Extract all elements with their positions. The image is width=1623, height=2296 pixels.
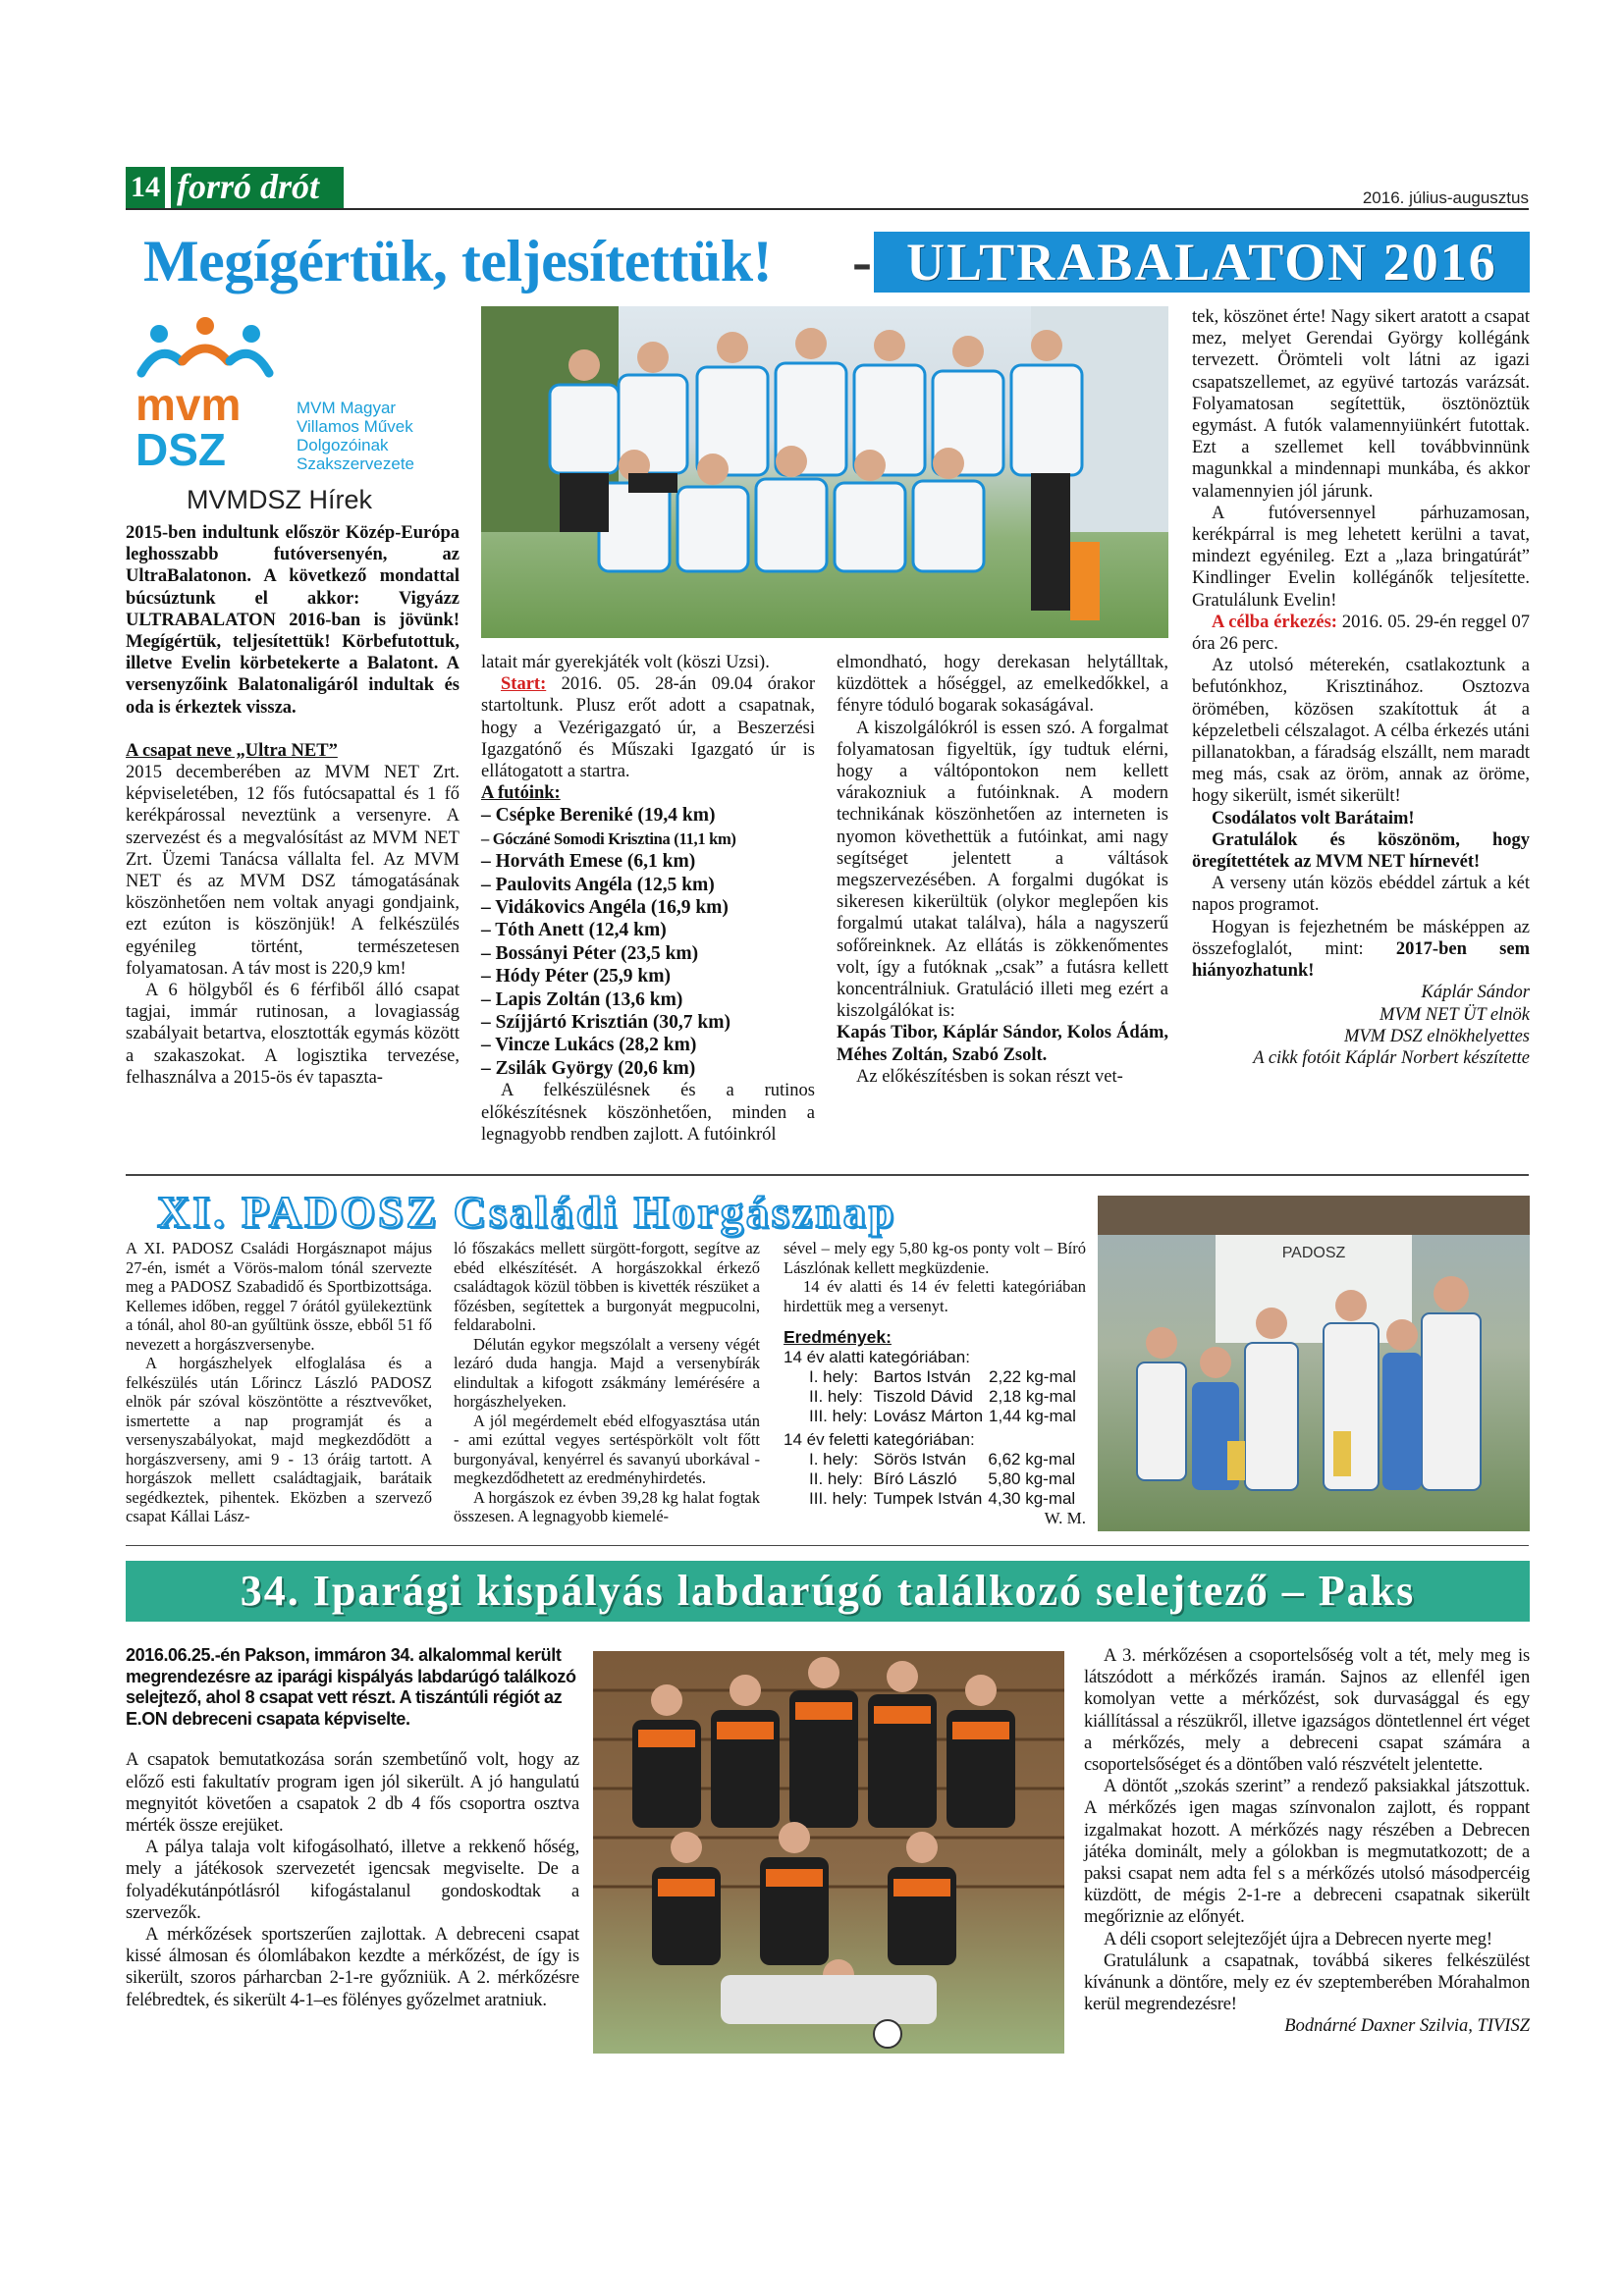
padosz-col2 xyxy=(454,1239,760,1526)
football-r3: A déli csoport selejtezőjét újra a Debrecen nyerte meg! xyxy=(1104,1929,1492,1949)
ultra-col4-b2: Gratulálok és köszönöm, hogy öregítettétek az MVM NET hírnevét! xyxy=(1192,829,1530,873)
table-row: II. hely: Bíró László 5,80 kg-mal xyxy=(809,1469,1076,1488)
finish-para xyxy=(1192,612,1530,655)
finish-label: A célba érkezés: xyxy=(1212,612,1337,632)
ultra-badge: ULTRABALATON 2016 xyxy=(874,232,1530,293)
ultra-col4-p2: A futóversennyel párhuzamosan, kerékpárral is meg lehetett kerülni a tavat, mindezt egyénileg. Ezt a „laza bringatúrát” Kindlinger Evelin kollégánők teljesítette. Gratulálunk Evelin! xyxy=(1192,503,1530,611)
ultra-col4-p3: Az utolsó méterekén, csatlakoztunk a befutónkhoz, Krisztinához. Osztozva örömében, közösen szakítottuk át a képzeletbeli célszalagot. A célba érkezés utáni pillanatokban, a fáradság elszállt, nem maradt meg más, csak az öröm, annak az öröme, hogy sikerült, ismét sikerült! xyxy=(1192,656,1530,807)
start-label: Start: xyxy=(501,674,547,695)
signature-role1: MVM NET ÜT elnök xyxy=(1380,1004,1530,1025)
football-team-photo xyxy=(593,1651,1064,2054)
ultra-title: Megígértük, teljesítettük! xyxy=(143,229,773,294)
mvmdsz-hirek: MVMDSZ Hírek xyxy=(187,485,372,514)
ultra-col1-p1: 2015 decemberében az MVM NET Zrt. képviseletében, 12 fős futócsapattal és 1 fő kerékpárossal neveztünk a versenyre. A szervezést és a megvalósítást az MVM NET Zrt. Üzemi Tanácsa vállalta fel. Az MVM NET és az MVM DSZ támogatásának köszönhetően nem voltak anyagi gondjaink, ezt ezúton is köszönjük! A felkészülés egyénileg történt, természetesen folyamatosan. A táv most is 220,9 km! xyxy=(126,763,460,979)
football-r1: A 3. mérkőzésen a csoportelsőség volt a tét, mely meg is látszódott a mérkőzés iramán. Sajnos az ellenfél igen komolyan vette a mérkőzést, sok durvasággal és egy kiállítással a részükről, illetve igazságos döntetlennel ért véget a mérkőzés, mely a debreceni csapat számára a csoportelsőséget és a döntőben való részvételt jelentette. xyxy=(1084,1646,1530,1776)
signature-role2: MVM DSZ elnökhelyettes xyxy=(1343,1026,1530,1046)
ultra-col3-p1: elmondható, hogy derekasan helytálltak, küzdöttek a hőséggel, az emelkedőkkel, a fényre tóduló bogarak sokaságával. xyxy=(837,653,1168,717)
issue-date: 2016. július-augusztus xyxy=(1362,188,1529,207)
football-signature: Bodnárné Daxner Szilvia, TIVISZ xyxy=(1284,2016,1530,2037)
padosz-col1-p1: A XI. PADOSZ Családi Horgásznapot május 27-én, ismét a Vörös-malom tónál szervezte meg a PADOSZ Szabadidő és Sportbizottsága. Kellemes időben, reggel 7 órától gyülekeztünk a tónál, ahol 80-an gyűltünk össze, ebből 51 fő nevezett a horgászversenybe. xyxy=(126,1239,432,1354)
ultra-col4 xyxy=(1192,306,1530,1069)
mvmdsz-logo xyxy=(132,312,456,473)
finish-text: 2016. 05. 29-én reggel 07 óra 26 perc. xyxy=(1192,612,1530,655)
team-photo-art xyxy=(481,306,1168,638)
ultra-col3-p3: Az előkészítésben is sokan részt vet- xyxy=(856,1066,1123,1087)
football-photo-art xyxy=(593,1651,1064,2054)
padosz-col2-p3: A jól megérdemelt ebéd elfogyasztása után - ami ezúttal vegyes sertéspörkölt volt főtt burgonyával, kenyérrel és savanyú uborkával - megkezdődhetett az eredményhirdetés. xyxy=(454,1411,760,1487)
category-under14: 14 év alatti kategóriában: xyxy=(784,1348,970,1366)
ultra-col2-p2: A felkészülésnek és a rutinos előkészítésnek köszönhetően, minden a legnagyobb rendben zajlott. A futóinkról xyxy=(481,1081,815,1145)
padosz-col2-p2: Délután egykor megszólalt a verseny végét lezáró duda hangja. Majd a versenybírák elindultak a kifogott zsákmány lemérésére a horgászhelyeken. xyxy=(454,1334,760,1411)
runner-item: – Vincze Lukács (28,2 km) xyxy=(481,1035,697,1056)
football-r4: Gratulálunk a csapatnak, továbbá sikeres felkészülést kívánunk a döntőre, mely ez év szeptemberében Mórahalmon kerül megrendezésre! xyxy=(1084,1950,1530,2015)
ultra-col2 xyxy=(481,652,815,1146)
photo-credit: A cikk fotóit Káplár Norbert készítette xyxy=(1253,1047,1530,1068)
ultra-col4-b1: Csodálatos volt Barátaim! xyxy=(1212,808,1415,828)
runner-item: – Góczáné Somodi Krisztina (11,1 km) xyxy=(481,828,736,848)
table-row: III. hely: Lovász Márton 1,44 kg-mal xyxy=(809,1407,1076,1425)
football-col3 xyxy=(1084,1645,1530,2038)
football-r2: A döntőt „szokás szerint” a rendező paksiakkal játszottuk. A mérkőzés igen magas színvonalon zajlott, és roppant izgalmakat hozott. A mérkőzés nagy részében a Debrecen játéka dominált, mely a gólokban is megmutatkozott; de a paksi csapat nem adta fel s a mérkőzés utolsó másodpercéig küzdött, de mégis 2-1-re a debreceni csapatnak sikerült megőriznie az előnyét. xyxy=(1084,1777,1530,1928)
football-p1: A csapatok bemutatkozása során szembetűnő volt, hogy az előző esti fakultatív program igen jól sikerült. A jó hangulatú megnyitót követően a csapatok 2 db 4 fős csoportra osztva mérték össze erejüket. xyxy=(126,1750,579,1836)
padosz-title: XI. PADOSZ Családi Horgásznap xyxy=(157,1187,897,1237)
ultra-col4-p1: tek, köszönet érte! Nagy sikert aratott a csapat mez, melyet Gerendai György kollégánk tervezett. Örömteli volt látni az igazi csapatszellemet, az együvé tartozás varázsát. Folyamatosan segítettük, ösztönöztük egymást. A futók valamennyiünkért futottak. Ezt a szellemet kell továbbvinnünk magunkkal a mindennapi munkába, és akkor valamennyien jól járunk. xyxy=(1192,307,1530,502)
section-separator xyxy=(126,1174,1529,1176)
category-over14: 14 év feletti kategóriában: xyxy=(784,1430,975,1449)
padosz-photo xyxy=(1098,1196,1530,1531)
ultra-col4-p4: A verseny után közös ebéddel zártuk a két napos programot. xyxy=(1192,874,1530,916)
svg-text:mvm: mvm xyxy=(135,379,242,430)
padosz-signature: W. M. xyxy=(1044,1509,1086,1527)
results-table-over14 xyxy=(784,1450,1081,1509)
masthead: forró drót xyxy=(171,167,344,208)
runner-item: – Szíjjártó Krisztián (30,7 km) xyxy=(481,1012,730,1034)
padosz-banner: PADOSZ xyxy=(1281,1245,1346,1261)
padosz-col2-p1: ló főszakács mellett sürgött-forgott, segítve az ebéd elkészítését. A horgászokkal érkező családtagok közül többen is kivették részüket a főzésben, segítettek a burgonyát megpucolni, feldarabolni. xyxy=(454,1239,760,1334)
svg-text:DSZ: DSZ xyxy=(135,424,226,469)
football-p2: A pálya talaja volt kifogásolható, illetve a rekkenő hőség, mely a játékosok szervezetét igencsak megviselte. De a folyadékutánpótlásról kifogástalanul gondoskodtak a szervezők. xyxy=(126,1838,579,1923)
football-title: 34. Iparági kispályás labdarúgó találkozó selejtező – Paks xyxy=(240,1567,1416,1615)
team-heading: A csapat neve „Ultra NET” xyxy=(126,740,338,761)
football-p3: A mérkőzések sportszerűen zajlottak. A debreceni csapat kissé álmosan és ólomlábakon kezdte a mérkőzést, de így is sikerült, szoros párharcban 2-1-re győzniük. A 2. mérkőzésre felébredtek, és sikerült 4-1–es fölényes győzelmet aratniuk. xyxy=(126,1925,579,2010)
football-col1 xyxy=(126,1645,579,2011)
football-lead: 2016.06.25.-én Pakson, immáron 34. alkalommal került megrendezésre az iparági kispályás labdarúgó találkozó selejtező, ahol 8 csapat vett részt. A tiszántúli régiót az E.ON debreceni csapata képviselte. xyxy=(126,1645,576,1729)
start-text: 2016. 05. 28-án 09.04 órakor startoltunk. Plusz erőt adott a csapatnak, hogy a Vezérigazgató úr, a Beszerzési Igazgatónő és Műszaki Igazgató úr is ellátogatott a startra. xyxy=(481,674,815,782)
ultra-col1 xyxy=(126,522,460,1089)
section-separator xyxy=(126,1545,1529,1546)
runners-list xyxy=(481,804,815,1080)
header-rule xyxy=(126,208,1529,210)
table-row: III. hely: Tumpek István 4,30 kg-mal xyxy=(809,1489,1076,1508)
padosz-col3-p2: 14 év alatti és 14 év feletti kategóriában hirdettük meg a versenyt. xyxy=(784,1277,1086,1315)
table-row: II. hely: Tiszold Dávid 2,18 kg-mal xyxy=(809,1387,1076,1406)
ultra-col2-p1: latait már gyerekjáték volt (köszi Uzsi). xyxy=(481,653,770,672)
helpers-names: Kapás Tibor, Káplár Sándor, Kolos Ádám, Méhes Zoltán, Szabó Zsolt. xyxy=(837,1023,1168,1065)
runner-item: – Paulovits Angéla (12,5 km) xyxy=(481,874,715,895)
start-para xyxy=(481,673,815,782)
padosz-col1-p2: A horgászhelyek elfoglalása és a felkészülés után Lőrincz László PADOSZ elnök pár szóval köszöntötte a résztvevőket, ismertette a nap programját és a versenyszabályokat, majd megkezdődött a horgászverseny, ami 9 - 13 óráig tartott. A horgászok mellett családtagjaik, barátaik segédkeztek, pihentek. Eközben a szervező csapat Kállai Lász- xyxy=(126,1354,432,1525)
ultra-col3 xyxy=(837,652,1168,1088)
padosz-col3-p1: sével – mely egy 5,80 kg-os ponty volt – Bíró Lászlónak kellett megküzdenie. xyxy=(784,1239,1086,1277)
runner-item: – Zsilák György (20,6 km) xyxy=(481,1057,696,1079)
page-number: 14 xyxy=(126,167,165,208)
runner-item: – Hódy Péter (25,9 km) xyxy=(481,966,671,988)
runner-item: – Horváth Emese (6,1 km) xyxy=(481,851,696,873)
ultra-col3-p2: A kiszolgálókról is essen szó. A forgalmat folyamatosan figyeltük, így tudtuk elérni, hogy a váltópontokon nem kellett várakozniuk a futóinknak. A modern technikának köszönhetően az interneten is nyomon követhettük a futóinkat, ami nagy segítséget jelentett a váltások megszervezésében. A forgalmi dugókat is sikeresen kikerültük (olykor meglepően kis forgalmú utakat találva), hála a nagyszerű sofőreinknek. Az ellátás is zökkenőmentes volt, így a futóknak „csak” a futásra kellett koncentrálniuk. Gratuláció illeti meg ezért a kiszolgálókat is: xyxy=(837,718,1168,1022)
runner-item: – Lapis Zoltán (13,6 km) xyxy=(481,988,683,1010)
mvmdsz-logo-mark xyxy=(132,312,279,469)
padosz-col2-p4: A horgászok ez évben 39,28 kg halat fogtak összesen. A legnagyobb kiemelé- xyxy=(454,1487,760,1525)
runner-item: – Bossányi Péter (23,5 km) xyxy=(481,942,699,964)
runner-item: – Csépke Bereniké (19,4 km) xyxy=(481,805,716,827)
results-heading: Eredmények: xyxy=(784,1327,892,1347)
results-table-under14 xyxy=(784,1367,1082,1426)
table-row: I. hely: Bartos István 2,22 kg-mal xyxy=(809,1367,1076,1386)
runners-heading: A futóink: xyxy=(481,783,561,804)
ultra-col1-p2: A 6 hölgyből és 6 férfiből álló csapat tagjai, immár rutinosan, a lovagiasság szabályait betartva, elosztották egymás között a szakaszokat. A logisztika tervezése, felhasználva a 2015-ös év tapaszta- xyxy=(126,981,460,1088)
signature-name: Káplár Sándor xyxy=(1421,983,1530,1003)
runner-item: – Tóth Anett (12,4 km) xyxy=(481,920,667,941)
runner-item: – Vidákovics Angéla (16,9 km) xyxy=(481,897,729,919)
ultra-title-dash: - xyxy=(852,229,872,294)
logo-caption: MVM Magyar Villamos Művek Dolgozóinak Szakszervezete xyxy=(297,399,414,473)
padosz-col1 xyxy=(126,1239,432,1526)
padosz-col3 xyxy=(784,1239,1086,1528)
table-row: I. hely: Sörös István 6,62 kg-mal xyxy=(809,1450,1076,1468)
ultra-col4-p5: Hogyan is fejezhetném be másképpen az összefoglalót, mint: 2017-ben sem hiányozhatunk! xyxy=(1192,917,1530,982)
ultra-team-photo xyxy=(481,306,1168,638)
ultra-intro: 2015-ben indultunk először Közép-Európa leghosszabb futóversenyén, az UltraBalatonon. A következő mondattal búcsúztunk el akkor: Vigyázz ULTRABALATON 2016-ban is jövünk! Megígértük, teljesítettük! Körbefutottuk, illetve Evelin körbetekerte a Balatont. A versenyzőink Balatonaligáról indultak és oda is érkeztek vissza. xyxy=(126,523,460,718)
